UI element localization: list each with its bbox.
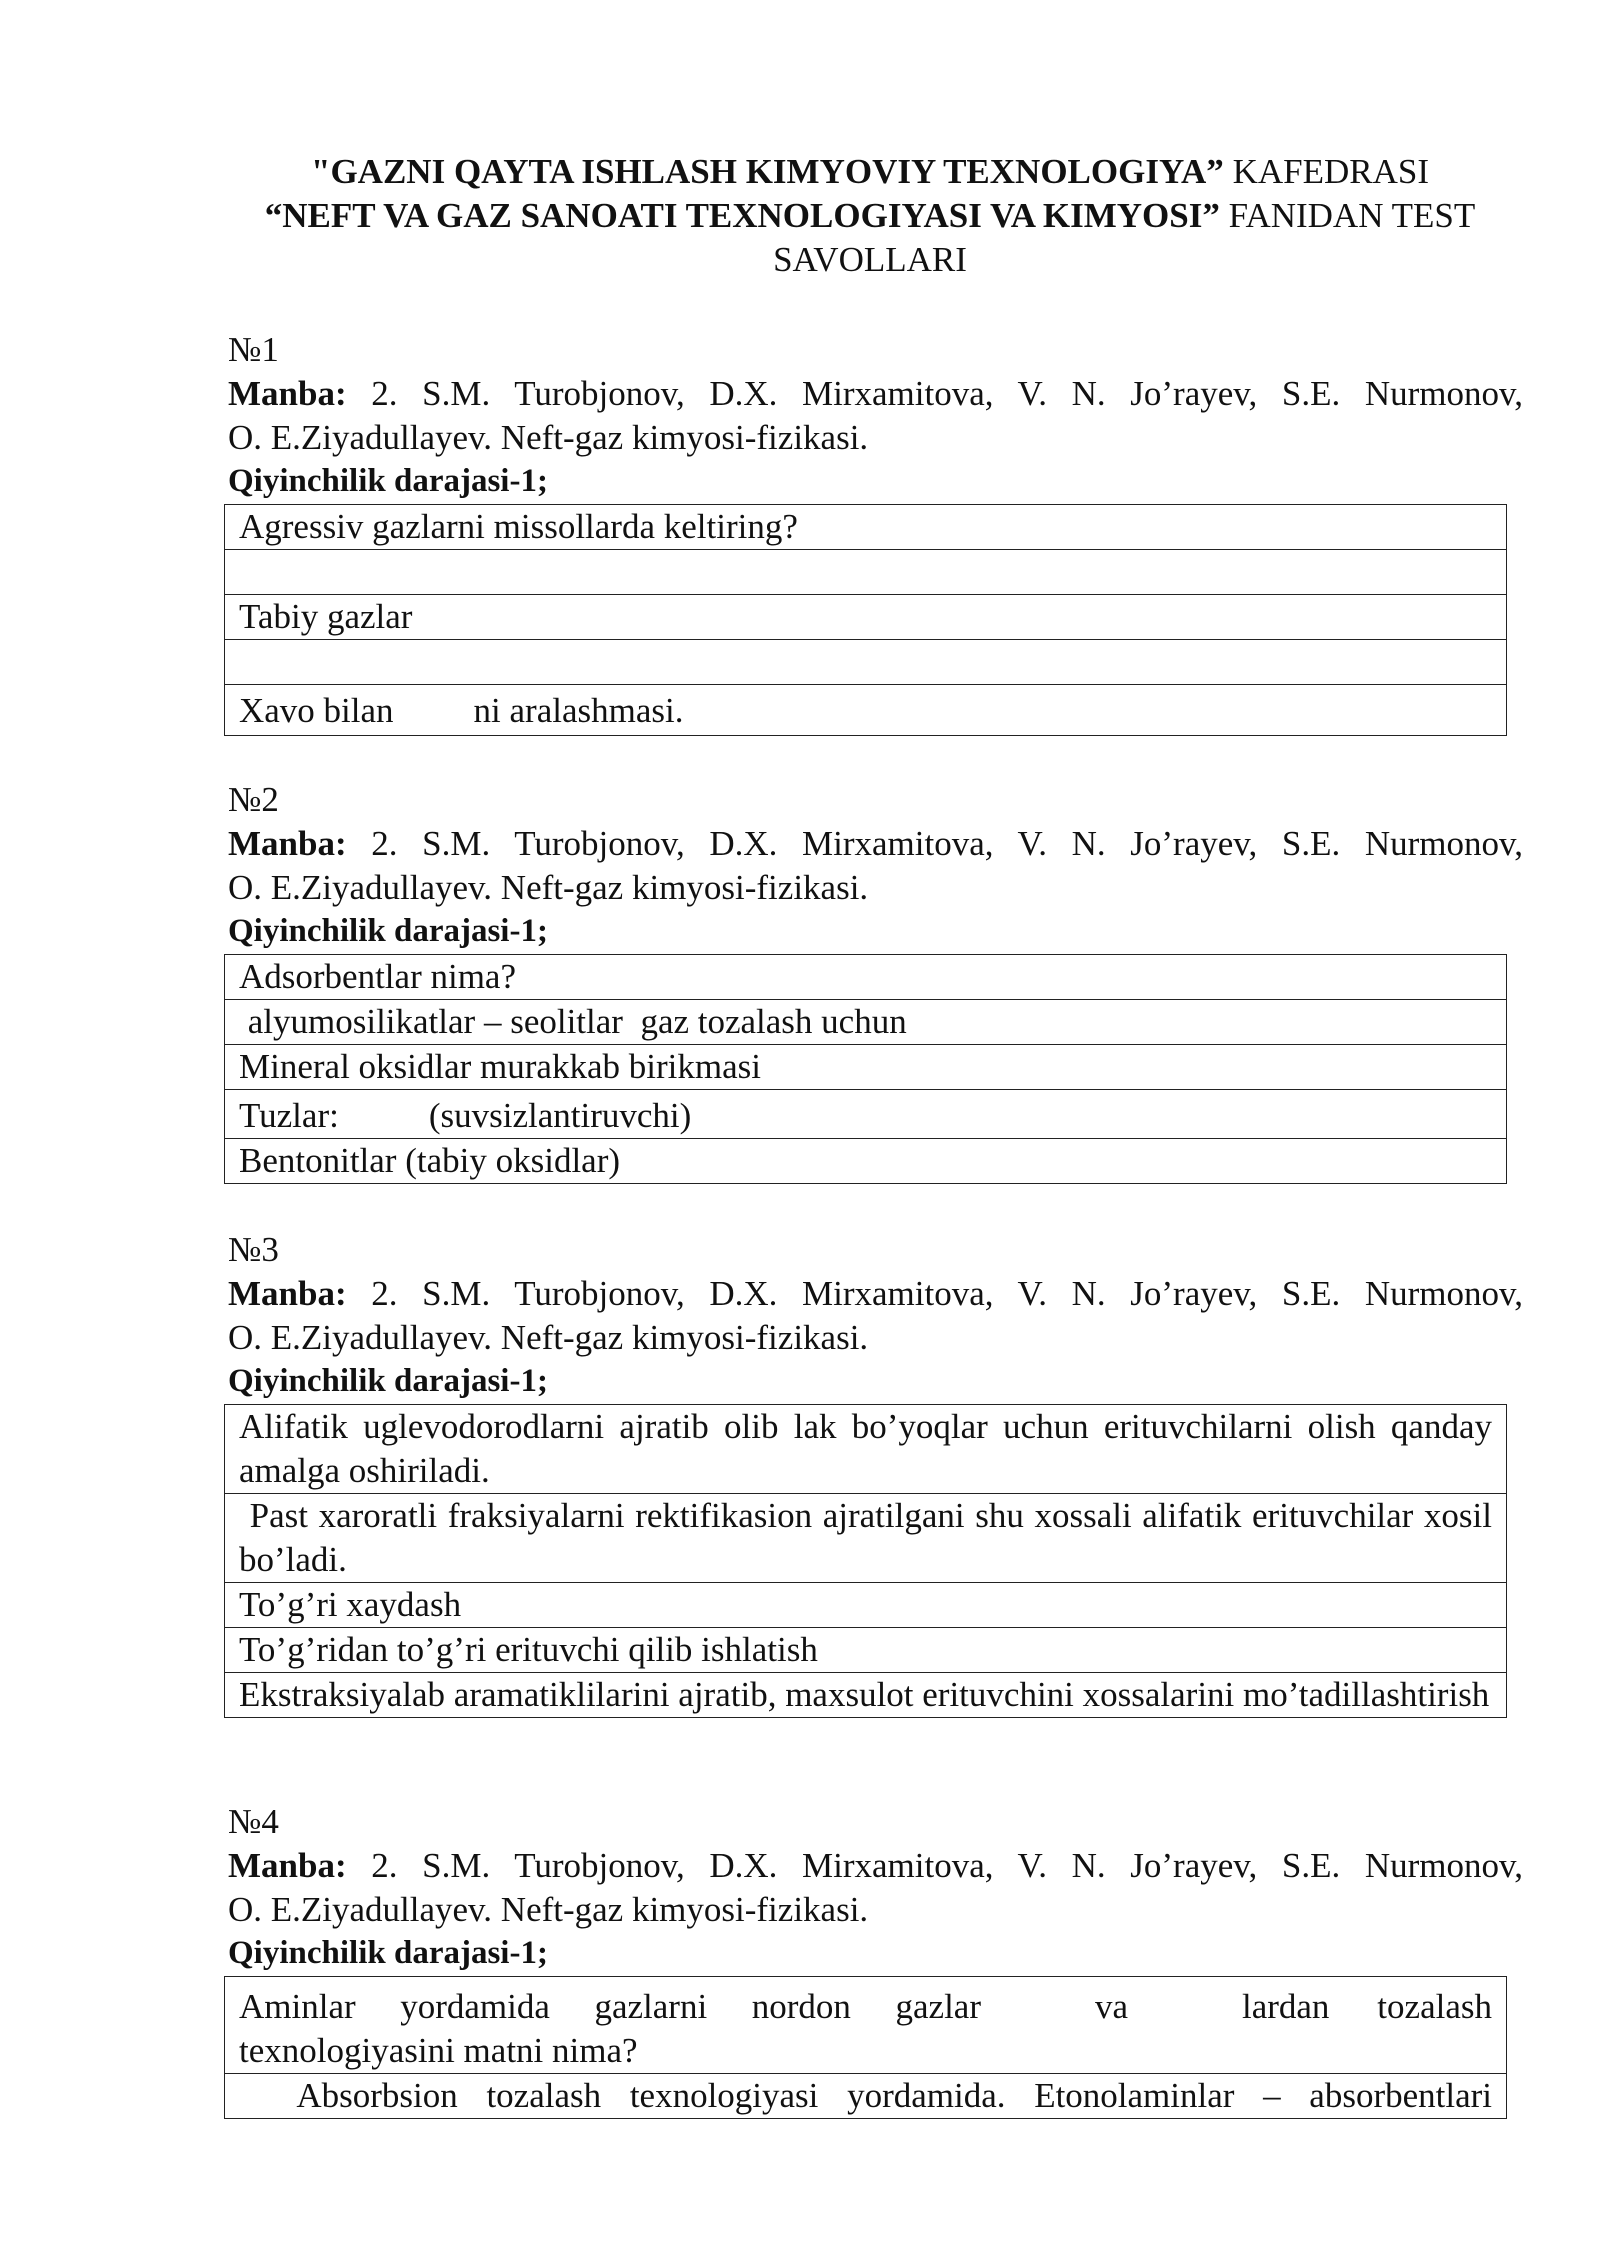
question-block-3 [228,1228,1523,1718]
source-line-1 [228,1272,1523,1316]
answer-option: Mineral oksidlar murakkab birikmasi [225,1045,1507,1090]
table-row [225,505,1507,550]
table-row [225,1000,1507,1045]
source-title: O. E.Ziyadullayev. Neft-gaz kimyosi-fizikasi. [228,418,869,457]
source-authors: 2. S.M. Turobjonov, D.X. Mirxamitova, V. N. Jo’rayev, S.E. Nurmonov, [371,824,1523,863]
source-title: O. E.Ziyadullayev. Neft-gaz kimyosi-fizikasi. [228,1890,869,1929]
source-authors: 2. S.M. Turobjonov, D.X. Mirxamitova, V. N. Jo’rayev, S.E. Nurmonov, [371,374,1523,413]
question-number: №3 [228,1230,279,1269]
difficulty-level: Qiyinchilik darajasi-1; [228,913,548,949]
answer-text-part-2: (suvsizlantiruvchi) [428,1096,692,1135]
answer-option [225,685,1507,736]
question-text-part-3: lardan tozalash [1241,1987,1492,2026]
question-block-2 [228,778,1523,1184]
source-authors: 2. S.M. Turobjonov, D.X. Mirxamitova, V. N. Jo’rayev, S.E. Nurmonov, [371,1274,1523,1313]
table-row [225,1045,1507,1090]
document-header [200,150,1540,282]
answer-option: Tabiy gazlar [225,595,1507,640]
answer-option [225,1090,1507,1139]
source-title: O. E.Ziyadullayev. Neft-gaz kimyosi-fizikasi. [228,868,869,907]
difficulty-level: Qiyinchilik darajasi-1; [228,1363,548,1399]
header-subject-label: FANIDAN TEST [1228,196,1476,235]
answer-option: Bentonitlar (tabiy oksidlar) [225,1139,1507,1184]
question-block-4 [228,1800,1523,2119]
question-block-1 [228,328,1523,736]
question-source [228,822,1523,910]
question-text-line-2: texnologiyasini matni nima? [239,2031,638,2070]
source-label: Manba: [228,374,347,413]
question-source [228,372,1523,460]
question-text: Alifatik uglevodorodlarni ajratib olib lak bo’yoqlar uchun erituvchilarni olish qanday amalga oshiriladi. [225,1405,1507,1494]
header-line-1 [200,150,1540,194]
table-row [225,640,1507,685]
source-line-1 [228,822,1523,866]
answer-option: Ekstraksiyalab aramatiklilarini ajratib, maxsulot erituvchini xossalarini mo’tadillashtirish [225,1673,1507,1718]
question-source [228,1844,1523,1932]
difficulty-level: Qiyinchilik darajasi-1; [228,1935,548,1971]
table-row [225,1977,1507,2074]
difficulty-level: Qiyinchilik darajasi-1; [228,463,548,499]
question-number: №2 [228,780,279,819]
source-label: Manba: [228,1274,347,1313]
source-authors: 2. S.M. Turobjonov, D.X. Mirxamitova, V. N. Jo’rayev, S.E. Nurmonov, [371,1846,1523,1885]
question-text-part-1: Aminlar yordamida gazlarni nordon gazlar [239,1987,981,2026]
answer-option: Absorbsion tozalash texnologiyasi yordamida. Etonolaminlar – absorbentlari [225,2074,1507,2119]
header-dept-label: KAFEDRASI [1232,152,1429,191]
question-text-line-1 [239,1985,1492,2029]
answer-option: Past xaroratli fraksiyalarni rektifikasion ajratilgani shu xossali alifatik erituvchilar xosil bo’ladi. [225,1494,1507,1583]
question-number: №1 [228,330,279,369]
table-row [225,1628,1507,1673]
answer-option-empty [225,640,1507,685]
answer-option-empty [225,550,1507,595]
source-line-1 [228,1844,1523,1888]
source-label: Manba: [228,1846,347,1885]
answer-table [224,1976,1507,2119]
table-row [225,1494,1507,1583]
question-text: Adsorbentlar nima? [225,955,1507,1000]
answer-option: To’g’ridan to’g’ri erituvchi qilib ishlatish [225,1628,1507,1673]
header-dept-title: "GAZNI QAYTA ISHLASH KIMYOVIY TEXNOLOGIYA” [311,152,1224,191]
question-text: Agressiv gazlarni missollarda keltiring? [225,505,1507,550]
table-row [225,2074,1507,2119]
answer-text-part-2: ni aralashmasi. [473,691,684,730]
answer-text-part-1: Tuzlar: [239,1096,339,1135]
header-subject-title: “NEFT VA GAZ SANOATI TEXNOLOGIYASI VA KIMYOSI” [264,196,1220,235]
table-row [225,595,1507,640]
table-row [225,1583,1507,1628]
question-text [225,1977,1507,2074]
question-text-part-2: va [1094,1987,1129,2026]
answer-table [224,954,1507,1184]
question-source [228,1272,1523,1360]
source-label: Manba: [228,824,347,863]
answer-text-part-1: Xavo bilan [239,691,394,730]
table-row [225,1139,1507,1184]
header-line-3: SAVOLLARI [773,240,967,279]
table-row [225,550,1507,595]
table-row [225,1405,1507,1494]
table-row [225,685,1507,736]
answer-table [224,504,1507,736]
source-line-1 [228,372,1523,416]
header-line-2 [200,194,1540,238]
table-row [225,1673,1507,1718]
question-number: №4 [228,1802,279,1841]
table-row [225,955,1507,1000]
source-title: O. E.Ziyadullayev. Neft-gaz kimyosi-fizikasi. [228,1318,869,1357]
table-row [225,1090,1507,1139]
answer-table [224,1404,1507,1718]
answer-option: To’g’ri xaydash [225,1583,1507,1628]
answer-option: alyumosilikatlar – seolitlar gaz tozalash uchun [225,1000,1507,1045]
